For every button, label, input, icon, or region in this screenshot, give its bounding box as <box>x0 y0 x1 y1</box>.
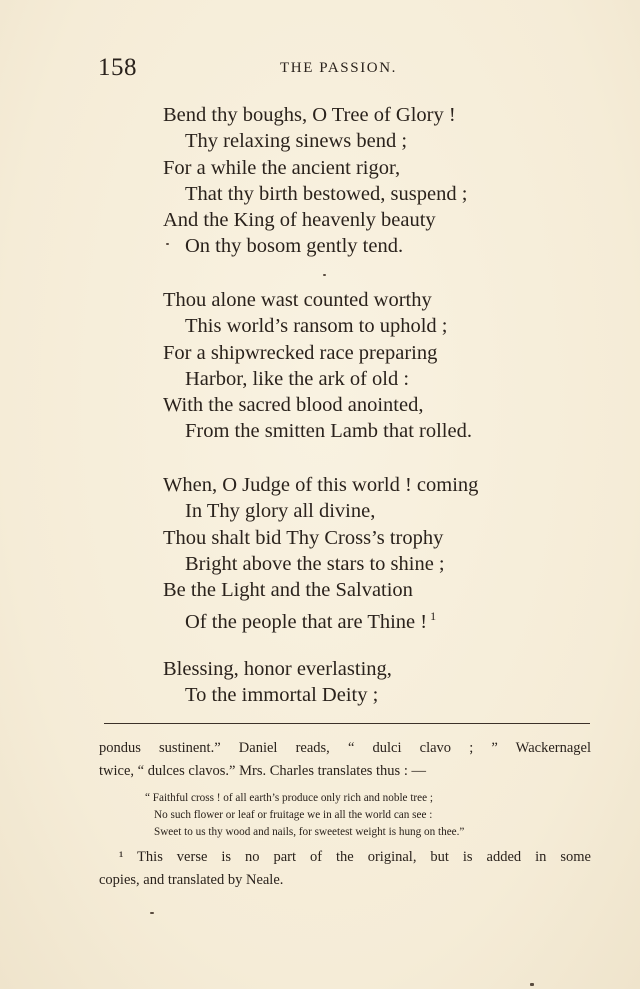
verse-line-text: Of the people that are Thine ! <box>185 611 428 634</box>
footnote-line: ¹ This verse is no part of the original, but is added in some <box>119 849 591 865</box>
print-speck <box>530 983 534 986</box>
quote-line: “ Faithful cross ! of all earth’s produce only rich and noble tree ; <box>145 792 433 804</box>
verse-line: Bend thy boughs, O Tree of Glory ! <box>163 104 456 126</box>
verse-line: Thy relaxing sinews bend ; <box>185 130 408 153</box>
footnote-line: pondus sustinent.” Daniel reads, “ dulci clavo ; ” Wackernagel <box>99 740 591 756</box>
verse-line: Blessing, honor everlasting, <box>163 658 392 680</box>
stanza-1 <box>163 102 583 260</box>
stanza-3 <box>163 472 583 634</box>
print-speck <box>323 274 326 276</box>
footnote-one <box>99 846 591 892</box>
footnote-separator <box>104 723 590 724</box>
verse-line: With the sacred blood anointed, <box>163 394 424 417</box>
page-number: 158 <box>98 54 137 81</box>
verse-line: Be the Light and the Salvation <box>163 579 413 602</box>
verse-line: When, O Judge of this world ! coming <box>163 474 479 496</box>
verse-line <box>163 603 583 634</box>
footnote-line: twice, “ dulces clavos.” Mrs. Charles translates thus : — <box>99 763 426 779</box>
footnote-continuation <box>99 737 591 783</box>
verse-line: And the King of heavenly beauty <box>163 209 436 232</box>
verse-line: Harbor, like the ark of old : <box>185 367 410 390</box>
verse-line: Thou alone wast counted worthy <box>163 289 432 311</box>
verse-line: This world’s ransom to uphold ; <box>185 315 448 338</box>
verse-line: That thy birth bestowed, suspend ; <box>185 182 468 205</box>
print-speck <box>166 243 169 245</box>
quote-line: Sweet to us thy wood and nails, for sweetest weight is hung on thee.” <box>154 826 465 838</box>
footnote-line: copies, and translated by Neale. <box>99 872 284 888</box>
translation-quote <box>145 790 565 841</box>
verse-line: Bright above the stars to shine ; <box>185 552 445 575</box>
verse-line: For a while the ancient rigor, <box>163 156 401 179</box>
verse-line: Thou shalt bid Thy Cross’s trophy <box>163 526 444 549</box>
verse-line: In Thy glory all divine, <box>185 500 376 523</box>
verse-line: From the smitten Lamb that rolled. <box>185 420 472 443</box>
stanza-4 <box>163 656 583 709</box>
footnote-reference[interactable]: 1 <box>430 609 437 624</box>
verse-line: For a shipwrecked race preparing <box>163 341 438 364</box>
running-title: THE PASSION. <box>280 60 398 76</box>
verse-line: To the immortal Deity ; <box>185 684 379 707</box>
verse-line: On thy bosom gently tend. <box>185 235 404 258</box>
page-header <box>98 54 538 82</box>
stanza-2 <box>163 287 583 445</box>
quote-line: No such flower or leaf or fruitage we in all the world can see : <box>154 809 433 821</box>
print-speck <box>150 912 154 914</box>
